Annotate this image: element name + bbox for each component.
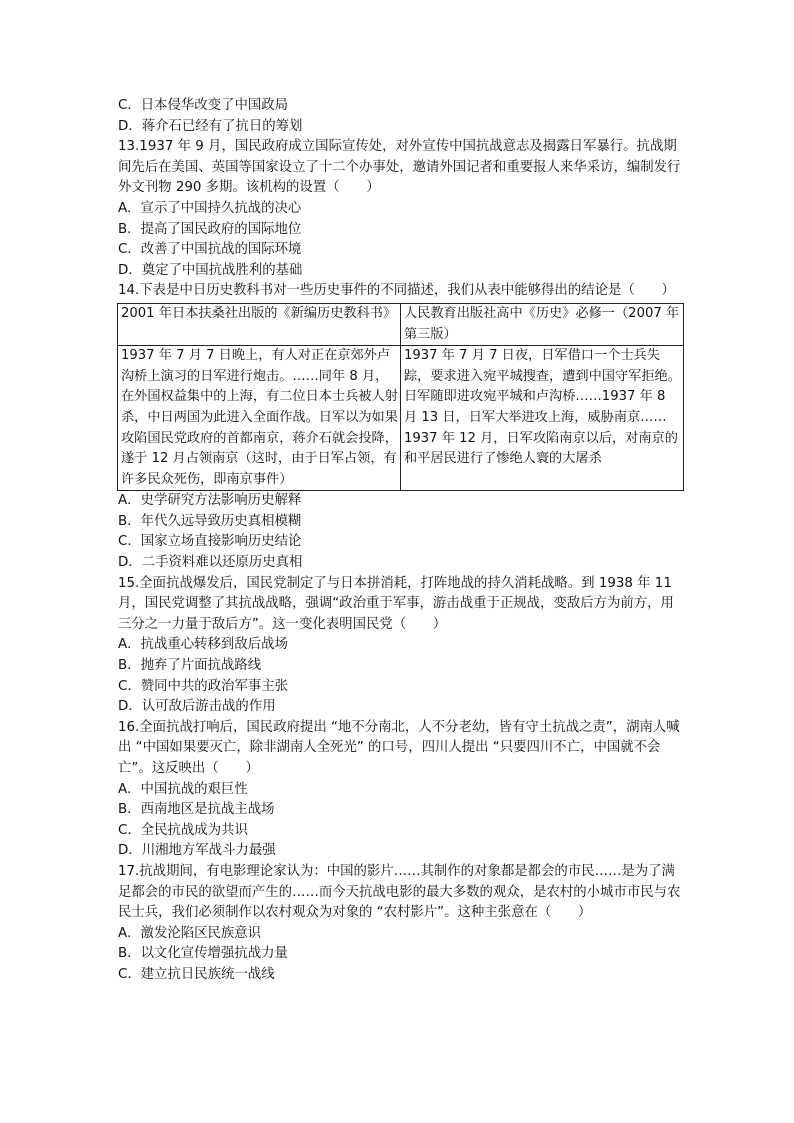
table-header-japan: 2001 年日本扶桑社出版的《新编历史教科书》 xyxy=(118,303,401,345)
q17-stem: 17.抗战期间，有电影理论家认为：中国的影片……其制作的对象都是都会的市民……是为了满足都会的市民的欲望而产生的……而今天抗战电影的最大多数的观众，是农村的小城市市民与农民士兵，我们必须制作以农村观众为对象的 “农村影片”。这种主张意在（ ） xyxy=(118,863,681,921)
q13-option-a: A．宣示了中国持久抗战的决心 xyxy=(118,200,302,216)
q13-option-b: B．提高了国民政府的国际地位 xyxy=(118,221,302,237)
q14-option-b: B．年代久远导致历史真相模糊 xyxy=(118,513,302,529)
q17-option-b: B．以文化宣传增强抗战力量 xyxy=(118,946,288,962)
q15-stem: 15.全面抗战爆发后，国民党制定了与日本拼消耗，打阵地战的持久消耗战略。到 1938 年 11 月，国民党调整了其抗战战略，强调“政治重于军事，游击战重于正规战，变敌后方为前方，用三分之一力量于敌后方”。这一变化表明国民党（ ） xyxy=(118,575,674,632)
q13-option-c: C．改善了中国抗战的国际环境 xyxy=(118,242,302,258)
table-row xyxy=(118,346,684,491)
comparison-table xyxy=(117,303,684,491)
q13-option-d: D．奠定了中国抗战胜利的基础 xyxy=(118,262,303,278)
exam-page xyxy=(118,96,682,986)
q15-option-a: A．抗战重心转移到敌后战场 xyxy=(118,637,288,653)
table-header-row xyxy=(118,303,684,345)
q15-option-b: B．抛弃了片面抗战路线 xyxy=(118,658,262,674)
table-cell-china: 1937 年 7 月 7 日夜，日军借口一个士兵失踪，要求进入宛平城搜查，遭到中国守军拒绝。日军随即进攻宛平城和卢沟桥……1937 年 8 月 13 日，日军大举进攻上海，威胁南京……1937 年 12 月，日军攻陷南京以后，对南京的和平居民进行了惨绝人寰的大屠杀 xyxy=(401,346,684,491)
q14-stem: 14.下表是中日历史教科书对一些历史事件的不同描述，我们从表中能够得出的结论是（ ） xyxy=(118,283,675,299)
q15-option-d: D．认可敌后游击战的作用 xyxy=(118,699,276,715)
q15-option-c: C．赞同中共的政治军事主张 xyxy=(118,678,289,694)
q14-option-a: A．史学研究方法影响历史解释 xyxy=(118,493,302,509)
q13-stem: 13.1937 年 9 月，国民政府成立国际宣传处，对外宣传中国抗战意志及揭露日军暴行。抗战期间先后在美国、英国等国家设立了十二个办事处，邀请外国记者和重要报人来华采访，编制发行外文刊物 290 多期。该机构的设置（ ） xyxy=(118,139,681,196)
q17-option-a: A．激发沦陷区民族意识 xyxy=(118,925,262,941)
q12-option-c: C．日本侵华改变了中国政局 xyxy=(118,98,289,113)
q16-option-c: C．全民抗战成为共识 xyxy=(118,822,248,838)
q16-option-d: D．川湘地方军战斗力最强 xyxy=(118,843,276,859)
q16-option-a: A．中国抗战的艰巨性 xyxy=(118,781,248,797)
q12-option-d: D．蒋介石已经有了抗日的筹划 xyxy=(118,118,303,134)
table-header-china: 人民教育出版社高中《历史》必修一（2007 年第三版） xyxy=(401,303,684,345)
q14-option-d: D．二手资料难以还原历史真相 xyxy=(118,555,303,571)
q16-option-b: B．西南地区是抗战主战场 xyxy=(118,802,275,818)
table-cell-japan: 1937 年 7 月 7 日晚上，有人对正在京郊外卢沟桥上演习的日军进行炮击。……同年 8 月，在外国权益集中的上海，有二位日本士兵被人射杀，中日两国为此进入全面作战。日军以为如果攻陷国民党政府的首都南京，蒋介石就会投降，遂于 12 月占领南京（这时，由于日军占领，有许多民众死伤，即南京事件） xyxy=(118,346,401,491)
q14-option-c: C．国家立场直接影响历史结论 xyxy=(118,534,302,550)
q16-stem: 16.全面抗战打响后，国民政府提出 “地不分南北，人不分老幼，皆有守土抗战之责”，湖南人喊出 “中国如果要灭亡，除非湖南人全死光” 的口号，四川人提出 “只要四川不亡，中国就不会亡”。这反映出（ ） xyxy=(118,719,680,776)
q17-option-c: C．建立抗日民族统一战线 xyxy=(118,966,275,982)
